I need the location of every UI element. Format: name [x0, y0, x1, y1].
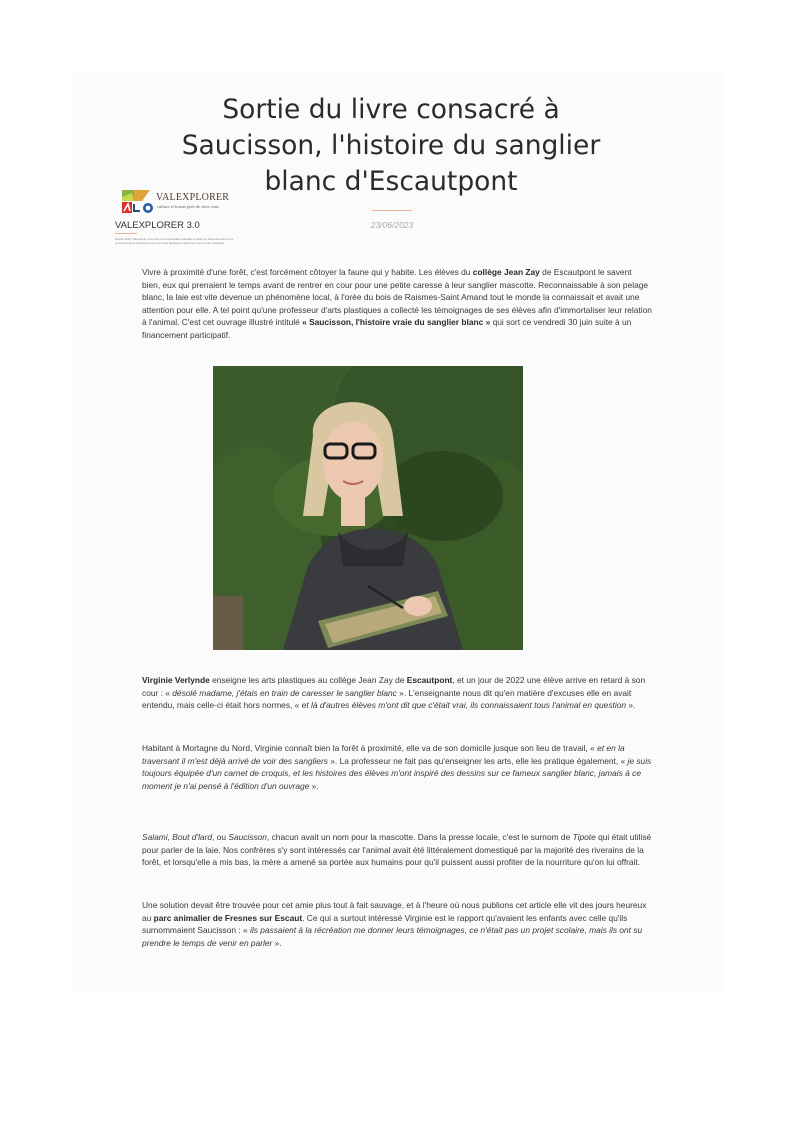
paragraph-mascot-names: Salami, Bout d'lard, ou Saucisson, chacun avait un nom pour la mascotte. Dans la presse locale, c'est le surnom de Tipote qui était utilisé pour parler de la laie. Nos confrères s'y sont intéressés car l'animal avait été littéralement domestiqué par la majorité des riverains de la forêt, et lorsqu'elle a mis bas, la mère a amené sa portée aux humains pour qu'il puissent aussi profiter de la nourriture qu'on lui offrait. [142, 832, 652, 867]
publish-date: 23/06/2023 [370, 220, 414, 230]
logo-emblem-icon [120, 189, 154, 215]
logo-tagline: culture et loisirs près de chez vous [157, 204, 219, 209]
teacher-portrait-image [213, 366, 523, 650]
title-divider [372, 210, 412, 211]
site-name[interactable]: VALEXPLORER 3.0 [115, 220, 200, 231]
book-title: « Saucisson, l'histoire vraie du sanglier blanc » [302, 317, 491, 327]
paragraph-forest: Habitant à Mortagne du Nord, Virginie connaît bien la forêt à proximité, elle va de son domicile jusque son lieu de travail, « et en la traversant il m'est déjà arrivé de voir des sangliers ». La professeur ne fait pas qu'enseigner les arts, elle les pratique également, « je suis toujours équipée d'un carnet de croquis, et les histoires des élèves m'ont inspiré des dessins sur ce fameux sanglier blanc, jamais à ce moment je n'ai pensé à l'édition d'un ouvrage ». [142, 743, 652, 791]
teacher-name: Virginie Verlynde [142, 675, 210, 685]
logo-wordmark: VALEXPLORER [156, 192, 230, 203]
site-divider [115, 233, 137, 234]
park-name: parc animalier de Fresnes sur Escaut [153, 912, 303, 923]
site-description: Depuis 2015, Valexplorer vous informe sur l'actualité culturelle et loisirs du Valenciennois et ses environnements. Retrouvez-nous sur notre facebook et abonnez-vous à notre newsletter. [115, 237, 234, 245]
article-photo [213, 366, 523, 650]
college-name: collège Jean Zay [472, 267, 540, 277]
article-title: Sortie du livre consacré à Saucisson, l'histoire du sanglier blanc d'Escautpont [181, 94, 601, 197]
town-name: Escautpont [406, 675, 453, 685]
paragraph-intro: Vivre à proximité d'une forêt, c'est forcément côtoyer la faune qui y habite. Les élèves du collège Jean Zay de Escautpont le savent bien, eux qui prenaient le temps avant de rentrer en cour pour une petite caresse à leur sanglier mascotte. Reconnaissable à son pelage blanc, la laie est vite devenue un phénomène local, à l'orée du bois de Raismes-Saint Amand tout le monde la connaissait et avait une attention pour elle. A tel point qu'une professeur d'arts plastiques a collecté les témoignages de ses élèves afin d'immortaliser leur relation à l'animal. C'est cet ouvrage illustré intitulé « Saucisson, l'histoire vraie du sanglier blanc » qui sort ce vendredi 30 juin suite à un financement participatif. [142, 267, 652, 340]
paragraph-teacher: Virginie Verlynde enseigne les arts plastiques au collège Jean Zay de Escautpont, et un jour de 2022 une élève arrive en retard à son cour : « désolé madame, j'étais en train de caresser le sanglier blanc ». L'enseignante nous dit qu'en matière d'excuses elle en avait entendu, mais celle-ci était hors normes, « et là d'autres élèves m'ont dit que c'était vrai, ils connaissaient tous l'animal en question ». [142, 675, 646, 710]
paragraph-park: Une solution devait être trouvée pour cet amie plus tout à fait sauvage, et à l'heure où nous publions cet article elle vit des jours heureux au parc animalier de Fresnes sur Escaut. Ce qui a surtout intéressé Virginie est le rapport qu'avaient les enfants avec celle qu'ils surnommaient Saucisson : « ils passaient à la récréation me donner leurs témoignages, ce n'était pas un projet scolaire, mais ils ont su prendre le temps de venir en parler ». [142, 900, 647, 948]
